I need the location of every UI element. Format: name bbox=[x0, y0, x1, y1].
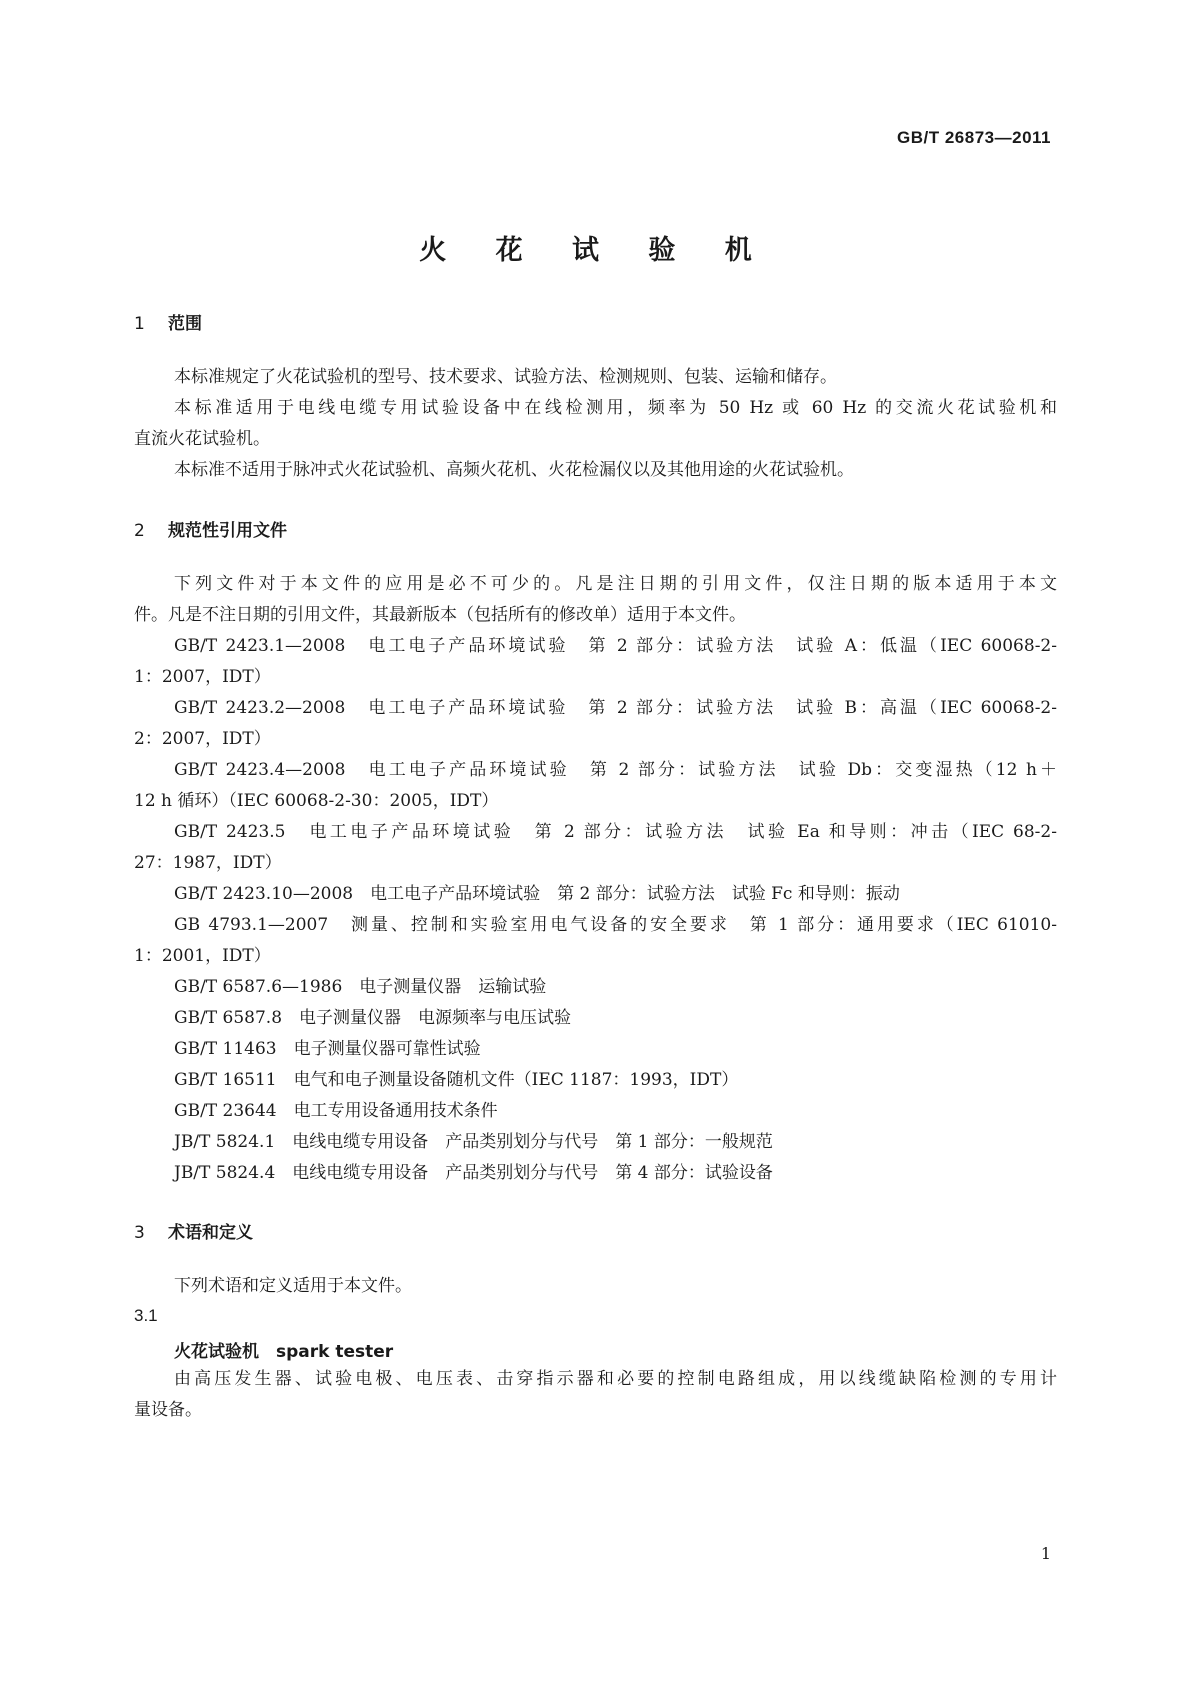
reference-line: GB/T 2423.1—2008 电工电子产品环境试验 第 2 部分：试验方法 试验 A：低温（IEC 60068-2- bbox=[174, 636, 1057, 656]
references-intro-line-1: 下列文件对于本文件的应用是必不可少的。凡是注日期的引用文件，仅注日期的版本适用于本文 bbox=[174, 574, 1057, 594]
scope-paragraph-3: 本标准不适用于脉冲式火花试验机、高频火花机、火花检漏仪以及其他用途的火花试验机。 bbox=[174, 460, 854, 480]
section-title: 范围 bbox=[168, 314, 202, 334]
reference-line: 12 h 循环）（IEC 60068-2-30：2005，IDT） bbox=[134, 791, 499, 811]
term-name: 火花试验机 spark tester bbox=[174, 1342, 394, 1362]
reference-line: GB/T 2423.5 电工电子产品环境试验 第 2 部分：试验方法 试验 Ea 和导则：冲击（IEC 68-2- bbox=[174, 822, 1057, 842]
section-number: 2 bbox=[134, 521, 145, 541]
reference-line: GB/T 16511 电气和电子测量设备随机文件（IEC 1187：1993，IDT） bbox=[174, 1070, 739, 1090]
scope-paragraph-2-line-1: 本标准适用于电线电缆专用试验设备中在线检测用，频率为 50 Hz 或 60 Hz 的交流火花试验机和 bbox=[174, 398, 1057, 418]
document-title: 火 花 试 验 机 bbox=[419, 235, 772, 266]
scope-paragraph-2-line-2: 直流火花试验机。 bbox=[134, 429, 270, 449]
reference-line: GB/T 2423.10—2008 电工电子产品环境试验 第 2 部分：试验方法 试验 Fc 和导则：振动 bbox=[174, 884, 900, 904]
reference-line: GB 4793.1—2007 测量、控制和实验室用电气设备的安全要求 第 1 部分：通用要求（IEC 61010- bbox=[174, 915, 1057, 935]
reference-line: 2：2007，IDT） bbox=[134, 729, 271, 749]
reference-line: JB/T 5824.1 电线电缆专用设备 产品类别划分与代号 第 1 部分：一般规范 bbox=[174, 1132, 773, 1152]
section-number: 3 bbox=[134, 1223, 145, 1243]
scope-paragraph-1: 本标准规定了火花试验机的型号、技术要求、试验方法、检测规则、包装、运输和储存。 bbox=[174, 367, 837, 387]
reference-line: 27：1987，IDT） bbox=[134, 853, 282, 873]
term-definition-line-2: 量设备。 bbox=[134, 1400, 202, 1420]
references-intro-line-2: 件。凡是不注日期的引用文件，其最新版本（包括所有的修改单）适用于本文件。 bbox=[134, 605, 746, 625]
reference-line: GB/T 11463 电子测量仪器可靠性试验 bbox=[174, 1039, 481, 1059]
section-title: 规范性引用文件 bbox=[168, 521, 287, 541]
section-2-heading bbox=[134, 516, 287, 541]
terms-intro: 下列术语和定义适用于本文件。 bbox=[174, 1276, 412, 1296]
section-3-heading bbox=[134, 1218, 253, 1243]
reference-line: JB/T 5824.4 电线电缆专用设备 产品类别划分与代号 第 4 部分：试验设备 bbox=[174, 1163, 773, 1183]
reference-line: 1：2007，IDT） bbox=[134, 667, 271, 687]
section-number: 1 bbox=[134, 314, 145, 334]
reference-line: GB/T 6587.8 电子测量仪器 电源频率与电压试验 bbox=[174, 1008, 572, 1028]
term-number: 3.1 bbox=[134, 1306, 158, 1325]
reference-line: GB/T 2423.4—2008 电工电子产品环境试验 第 2 部分：试验方法 试验 Db：交变湿热（12 h＋ bbox=[174, 760, 1058, 780]
section-1-heading bbox=[134, 309, 202, 334]
reference-line: 1：2001，IDT） bbox=[134, 946, 271, 966]
term-definition-line-1: 由高压发生器、试验电极、电压表、击穿指示器和必要的控制电路组成，用以线缆缺陷检测的专用计 bbox=[174, 1369, 1057, 1389]
section-title: 术语和定义 bbox=[168, 1223, 253, 1243]
reference-line: GB/T 23644 电工专用设备通用技术条件 bbox=[174, 1101, 498, 1121]
page-number: 1 bbox=[1040, 1544, 1051, 1563]
reference-line: GB/T 6587.6—1986 电子测量仪器 运输试验 bbox=[174, 977, 547, 997]
reference-line: GB/T 2423.2—2008 电工电子产品环境试验 第 2 部分：试验方法 试验 B：高温（IEC 60068-2- bbox=[174, 698, 1057, 718]
standard-code: GB/T 26873—2011 bbox=[897, 128, 1051, 147]
